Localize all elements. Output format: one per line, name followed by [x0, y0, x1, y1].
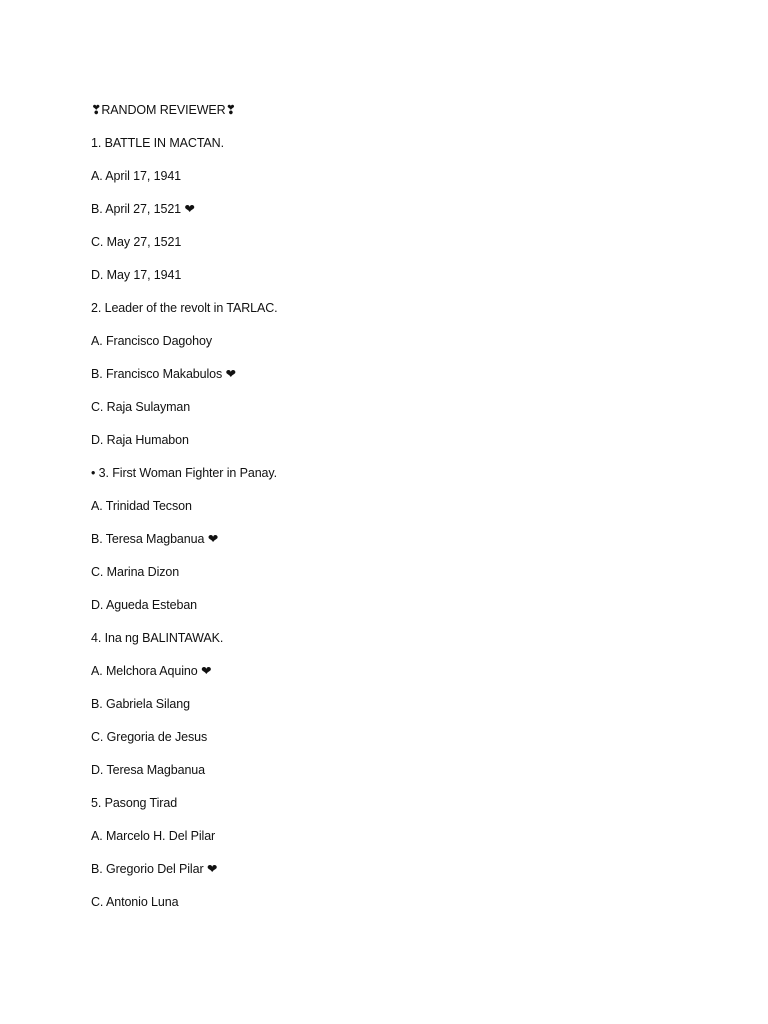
question-1: 1. BATTLE IN MACTAN.: [91, 136, 224, 150]
question-2: 2. Leader of the revolt in TARLAC.: [91, 301, 278, 315]
choice-5a: A. Marcelo H. Del Pilar: [91, 829, 216, 843]
choice-4d: D. Teresa Magbanua: [91, 763, 206, 777]
document-title: ❣RANDOM REVIEWER❣: [91, 103, 236, 117]
choice-4c: C. Gregoria de Jesus: [91, 730, 208, 744]
choice-3a: A. Trinidad Tecson: [91, 499, 192, 513]
choice-2d: D. Raja Humabon: [91, 433, 189, 447]
choice-1c: C. May 27, 1521: [91, 235, 182, 249]
choice-1b: B. April 27, 1521 ❤: [91, 202, 195, 216]
choice-1a: A. April 17, 1941: [91, 169, 182, 183]
choice-5c: C. Antonio Luna: [91, 895, 179, 909]
choice-3c: C. Marina Dizon: [91, 565, 180, 579]
question-3: • 3. First Woman Fighter in Panay.: [91, 466, 277, 480]
choice-4b: B. Gabriela Silang: [91, 697, 190, 711]
choice-4a: A. Melchora Aquino ❤: [91, 664, 212, 678]
choice-2c: C. Raja Sulayman: [91, 400, 191, 414]
question-5: 5. Pasong Tirad: [91, 796, 178, 810]
choice-2b: B. Francisco Makabulos ❤: [91, 367, 236, 381]
choice-3d: D. Agueda Esteban: [91, 598, 198, 612]
reviewer-text: [91, 100, 278, 925]
choice-2a: A. Francisco Dagohoy: [91, 334, 212, 348]
choice-1d: D. May 17, 1941: [91, 268, 182, 282]
choice-3b: B. Teresa Magbanua ❤: [91, 532, 219, 546]
question-4: 4. Ina ng BALINTAWAK.: [91, 631, 224, 645]
choice-5b: B. Gregorio Del Pilar ❤: [91, 862, 218, 876]
